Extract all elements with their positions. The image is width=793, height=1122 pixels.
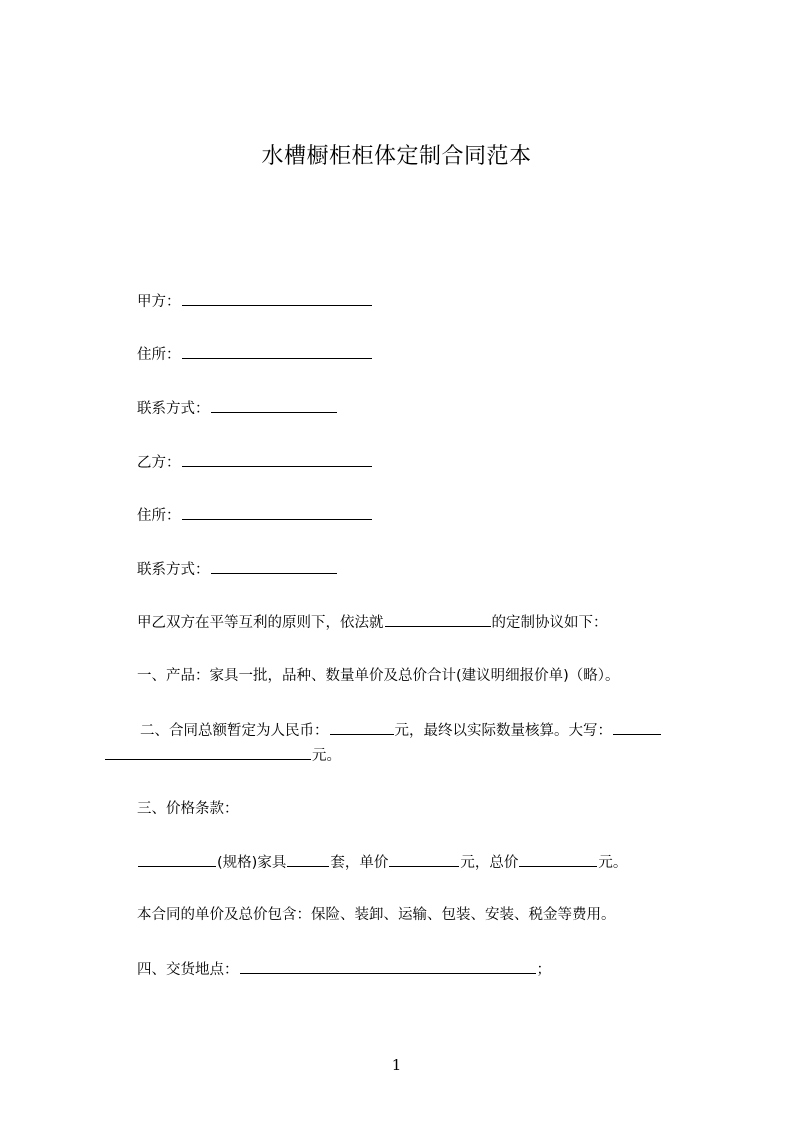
intro-after: 的定制协议如下：	[491, 615, 608, 631]
clause-3-unit: 元，总价	[460, 855, 519, 871]
party-b-contact-label: 联系方式：	[137, 562, 210, 578]
clause-2-line-1	[140, 720, 662, 741]
clause-2-line-2	[104, 745, 341, 766]
document-title: 水槽橱柜柜体定制合同范本	[261, 144, 532, 169]
clause-3-total: 元。	[598, 855, 628, 871]
party-a-address-label: 住所：	[137, 347, 181, 363]
clause-2-capital-blank-1	[613, 720, 661, 735]
page-number: 1	[391, 1056, 402, 1074]
clause-3-title: 三、价格条款：	[137, 801, 239, 817]
clause-4-end: ；	[536, 962, 551, 978]
party-b-line	[137, 452, 373, 473]
clause-3-note: 本合同的单价及总价包含：保险、装卸、运输、包装、安装、税金等费用。	[137, 907, 616, 923]
party-a-contact-blank	[211, 398, 337, 413]
party-b-contact-blank	[211, 559, 337, 574]
party-a-contact-label: 联系方式：	[137, 401, 210, 417]
party-b-blank	[182, 452, 372, 467]
clause-3-price-line	[137, 852, 627, 873]
party-a-address-blank	[182, 344, 372, 359]
party-a-line	[137, 291, 373, 312]
intro-before: 甲乙双方在平等互利的原则下，依法就	[137, 615, 384, 631]
clause-1: 一、产品：家具一批，品种、数量单价及总价合计(建议明细报价单)（略）。	[137, 668, 620, 684]
clause-3-sets-blank	[287, 852, 329, 867]
party-a-label: 甲方：	[137, 294, 181, 310]
intro-paragraph	[137, 612, 608, 633]
party-b-address-blank	[182, 505, 372, 520]
clause-2-end: 元。	[312, 748, 341, 764]
intro-blank	[385, 612, 491, 627]
clause-4-label: 四、交货地点：	[137, 962, 239, 978]
clause-4-blank	[240, 959, 536, 974]
party-a-contact-line	[137, 398, 338, 419]
clause-3-spec: (规格)家具	[217, 855, 287, 871]
clause-2-middle: 元，最终以实际数量核算。大写：	[394, 723, 612, 739]
party-b-address-label: 住所：	[137, 508, 181, 524]
clause-2-amount-blank	[330, 720, 394, 735]
clause-2-before: 二、合同总额暂定为人民币：	[140, 723, 329, 739]
clause-3-sets: 套，单价	[330, 855, 389, 871]
party-b-address-line	[137, 505, 373, 526]
clause-3-unit-price-blank	[389, 852, 459, 867]
clause-2-capital-blank-2	[105, 745, 311, 760]
clause-3-spec-blank	[138, 852, 216, 867]
party-b-contact-line	[137, 559, 338, 580]
clause-4-line	[137, 959, 551, 980]
party-b-label: 乙方：	[137, 455, 181, 471]
clause-3-total-price-blank	[519, 852, 597, 867]
party-a-address-line	[137, 344, 373, 365]
party-a-blank	[182, 291, 372, 306]
